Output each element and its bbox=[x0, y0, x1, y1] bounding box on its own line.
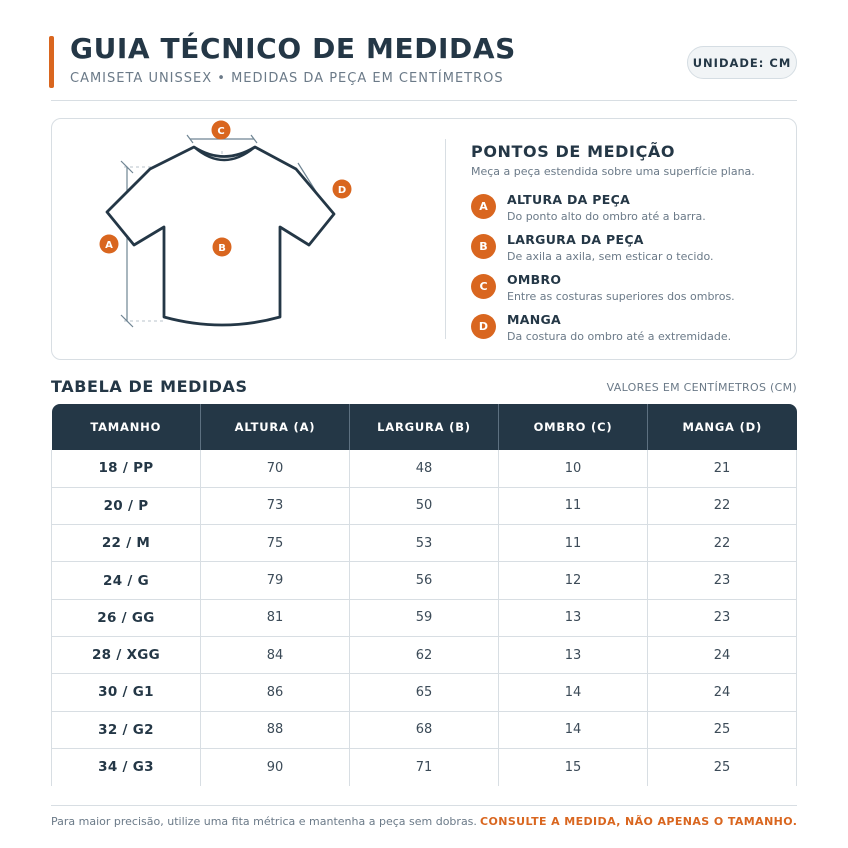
size-cell: 26 / GG bbox=[52, 599, 201, 636]
table-row bbox=[52, 674, 797, 711]
sleeve-cell: 24 bbox=[648, 674, 797, 711]
column-header: TAMANHO bbox=[52, 404, 201, 450]
column-header: LARGURA (B) bbox=[350, 404, 499, 450]
width-cell: 56 bbox=[350, 562, 499, 599]
width-cell: 62 bbox=[350, 636, 499, 673]
marker-b bbox=[213, 238, 232, 257]
shoulder-cell: 10 bbox=[499, 450, 648, 487]
point-description: Entre as costuras superiores dos ombros. bbox=[507, 290, 735, 303]
table-row bbox=[52, 711, 797, 748]
table-row bbox=[52, 562, 797, 599]
size-cell: 18 / PP bbox=[52, 450, 201, 487]
footer-divider bbox=[51, 805, 797, 806]
height-cell: 86 bbox=[201, 674, 350, 711]
footer-tip: Para maior precisão, utilize uma fita métrica e mantenha a peça sem dobras. bbox=[51, 815, 477, 828]
sleeve-cell: 25 bbox=[648, 748, 797, 785]
table-row bbox=[52, 450, 797, 487]
point-item-b bbox=[471, 231, 781, 267]
point-label: OMBRO bbox=[507, 272, 562, 287]
svg-text:B: B bbox=[218, 243, 226, 254]
sleeve-cell: 23 bbox=[648, 599, 797, 636]
point-item-c bbox=[471, 271, 781, 307]
point-badge: A bbox=[471, 194, 496, 219]
width-cell: 53 bbox=[350, 525, 499, 562]
point-description: De axila a axila, sem esticar o tecido. bbox=[507, 250, 714, 263]
width-cell: 59 bbox=[350, 599, 499, 636]
point-label: LARGURA DA PEÇA bbox=[507, 232, 644, 247]
width-cell: 68 bbox=[350, 711, 499, 748]
sleeve-cell: 23 bbox=[648, 562, 797, 599]
sleeve-cell: 22 bbox=[648, 487, 797, 524]
shoulder-cell: 13 bbox=[499, 636, 648, 673]
svg-text:C: C bbox=[217, 126, 225, 137]
point-badge: C bbox=[471, 274, 496, 299]
size-cell: 28 / XGG bbox=[52, 636, 201, 673]
sleeve-cell: 25 bbox=[648, 711, 797, 748]
point-badge: D bbox=[471, 314, 496, 339]
point-item-a bbox=[471, 191, 781, 227]
shoulder-cell: 11 bbox=[499, 525, 648, 562]
point-label: MANGA bbox=[507, 312, 562, 327]
width-cell: 71 bbox=[350, 748, 499, 785]
shoulder-cell: 12 bbox=[499, 562, 648, 599]
header-divider bbox=[51, 100, 797, 101]
sleeve-cell: 24 bbox=[648, 636, 797, 673]
height-cell: 75 bbox=[201, 525, 350, 562]
measurement-points-card bbox=[51, 118, 797, 360]
table-row bbox=[52, 525, 797, 562]
table-header-row bbox=[52, 404, 797, 450]
shoulder-cell: 15 bbox=[499, 748, 648, 785]
shoulder-cell: 14 bbox=[499, 711, 648, 748]
height-cell: 81 bbox=[201, 599, 350, 636]
width-cell: 48 bbox=[350, 450, 499, 487]
footer-callout: CONSULTE A MEDIDA, NÃO APENAS O TAMANHO. bbox=[480, 815, 798, 828]
height-cell: 70 bbox=[201, 450, 350, 487]
height-cell: 79 bbox=[201, 562, 350, 599]
table-row bbox=[52, 487, 797, 524]
shoulder-cell: 13 bbox=[499, 599, 648, 636]
height-cell: 84 bbox=[201, 636, 350, 673]
height-cell: 90 bbox=[201, 748, 350, 785]
column-header: ALTURA (A) bbox=[201, 404, 350, 450]
column-header: MANGA (D) bbox=[648, 404, 797, 450]
size-cell: 34 / G3 bbox=[52, 748, 201, 785]
size-cell: 24 / G bbox=[52, 562, 201, 599]
point-label: ALTURA DA PEÇA bbox=[507, 192, 631, 207]
point-item-d bbox=[471, 311, 781, 347]
point-description: Da costura do ombro até a extremidade. bbox=[507, 330, 732, 343]
table-units-note: VALORES EM CENTÍMETROS (CM) bbox=[606, 381, 797, 394]
shoulder-cell: 11 bbox=[499, 487, 648, 524]
size-cell: 20 / P bbox=[52, 487, 201, 524]
card-divider bbox=[445, 139, 446, 339]
svg-text:D: D bbox=[337, 185, 347, 196]
title-accent-bar bbox=[49, 36, 54, 88]
size-cell: 22 / M bbox=[52, 525, 201, 562]
page-subtitle: CAMISETA UNISSEX • MEDIDAS DA PEÇA EM CENTÍMETROS bbox=[70, 71, 504, 86]
point-badge: B bbox=[471, 234, 496, 259]
marker-a bbox=[100, 235, 119, 254]
height-cell: 88 bbox=[201, 711, 350, 748]
tshirt-outline bbox=[107, 147, 334, 325]
sleeve-cell: 21 bbox=[648, 450, 797, 487]
sleeve-cell: 22 bbox=[648, 525, 797, 562]
table-row bbox=[52, 748, 797, 785]
page-title: GUIA TÉCNICO DE MEDIDAS bbox=[70, 32, 516, 65]
tshirt-diagram bbox=[52, 119, 442, 359]
svg-text:A: A bbox=[105, 240, 113, 251]
marker-d bbox=[333, 180, 352, 199]
size-cell: 30 / G1 bbox=[52, 674, 201, 711]
marker-c bbox=[212, 121, 231, 140]
points-intro: Meça a peça estendida sobre uma superfície plana. bbox=[471, 165, 755, 178]
width-cell: 65 bbox=[350, 674, 499, 711]
size-cell: 32 / G2 bbox=[52, 711, 201, 748]
table-title: TABELA DE MEDIDAS bbox=[51, 377, 248, 396]
point-description: Do ponto alto do ombro até a barra. bbox=[507, 210, 706, 223]
size-table bbox=[51, 404, 797, 786]
shoulder-cell: 14 bbox=[499, 674, 648, 711]
unit-badge: UNIDADE: CM bbox=[687, 46, 797, 79]
table-row bbox=[52, 636, 797, 673]
width-cell: 50 bbox=[350, 487, 499, 524]
column-header: OMBRO (C) bbox=[499, 404, 648, 450]
table-row bbox=[52, 599, 797, 636]
height-cell: 73 bbox=[201, 487, 350, 524]
points-title: PONTOS DE MEDIÇÃO bbox=[471, 142, 676, 161]
